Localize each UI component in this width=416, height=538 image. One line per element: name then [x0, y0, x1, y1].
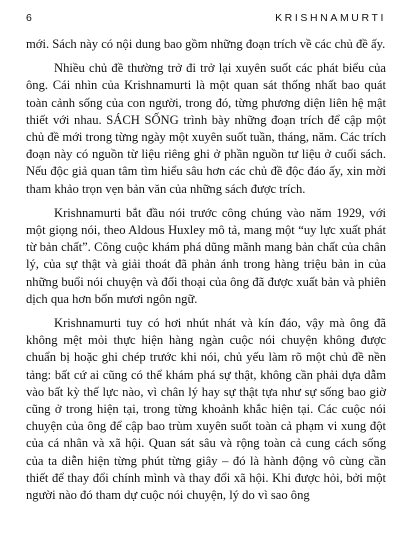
paragraph-themes: Nhiều chủ đề thường trở đi trở lại xuyên suốt các phát biểu của ông. Cái nhìn của Krishnamurti là một quan sát thống nhất bao quát toàn cảnh sống của con người, trong đó, từng phương diện liên hệ mật thiết với nhau. SÁCH SỐNG trình bày những đoạn trích để cập một chủ đề mới trong từng ngày một xuyên suốt tuần, tháng, năm. Các trích đoạn này có nguồn từ liệu riêng ghi ở phần nguồn tư liệu ở cuối sách. Nếu độc giả quan tâm tìm hiểu sâu hơn các chủ đề độc đáo ấy, xin mời tham khảo trọn vẹn bản văn của những sách được trích.: [26, 61, 386, 196]
paragraph-discovering-truth: Krishnamurti tuy có hơi nhút nhát và kín đáo, vậy mà ông đã không mệt mỏi thực hiện hàng ngàn cuộc nói chuyện không được chuẩn bị hoặc ghi chép trước khi nói, chủ yếu làm rõ một chủ đề nền tảng: bất cứ ai cũng có thể khám phá sự thật, không cần phải dựa dẫm vào bất kỳ thế lực nào, vì chân lý hay sự thật tựa như sự sống bao giờ cũng ở trong hiện tại, trong từng khoảnh khắc hiện tại. Các cuộc nói chuyện của ông để cập bao trùm xuyên suốt toàn cả phạm vi xung đột của cá nhân và xã hội. Quan sát sâu và rộng toàn cả cung cách sống của ta diễn hiện từng phút từng giây – đó là hành động vô cùng cần thiết để thay đổi chính mình và thay đổi xã hội. Khi được hỏi, bởi một người nào đó tham dự cuộc nói chuyện, lý do vì sao ông: [26, 316, 386, 503]
body-text: [26, 36, 386, 511]
paragraph-continuation: mới. Sách này có nội dung bao gồm những đoạn trích về các chủ đề ấy.: [26, 37, 386, 51]
paragraph-public-talks: Krishnamurti bắt đầu nói trước công chúng vào năm 1929, với một giọng nói, theo Aldous Huxley mô tả, mang một “uy lực xuất phát từ bản chất”. Công cuộc khám phá dũng mãnh mang bản chất của chân lý, của sự thật và giải thoát đã phản ánh trong hàng triệu bản in của những buổi nói chuyện và đối thoại của ông đã được xuất bản và phiên dịch qua hơn bốn mươi ngôn ngữ.: [26, 205, 386, 306]
page-number: 6: [26, 12, 32, 24]
running-head-author: KRISHNAMURTI: [275, 12, 386, 24]
page-header: [26, 11, 386, 25]
